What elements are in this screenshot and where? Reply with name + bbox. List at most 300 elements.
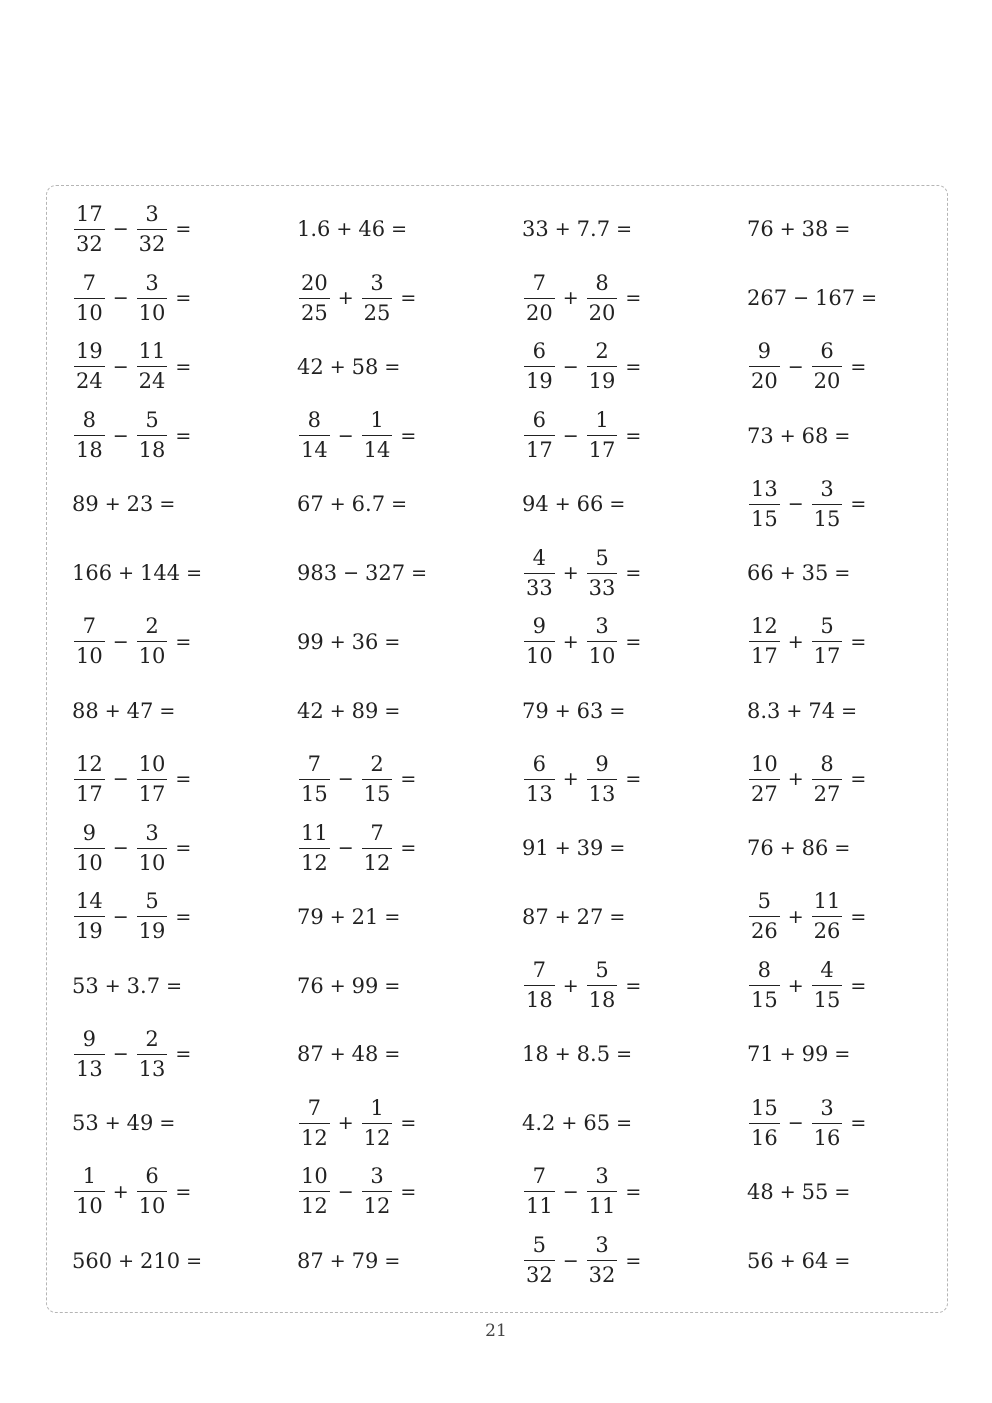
equals-sign: =	[384, 974, 401, 997]
denominator: 25	[362, 298, 393, 324]
operator: +	[787, 630, 804, 653]
problem	[522, 470, 747, 539]
equals-sign: =	[609, 493, 626, 516]
fraction	[524, 1166, 555, 1217]
fraction	[74, 820, 105, 875]
operator: +	[779, 1043, 796, 1066]
number: 267	[747, 286, 788, 311]
problem	[297, 676, 522, 745]
number: 38	[801, 217, 829, 242]
numerator: 14	[76, 889, 103, 914]
equals-sign: =	[175, 1043, 192, 1066]
number: 36	[351, 629, 379, 654]
number: 327	[365, 561, 406, 586]
operator: +	[104, 699, 121, 722]
problem	[72, 745, 297, 814]
problem	[522, 608, 747, 677]
problem	[747, 401, 972, 470]
equals-sign: =	[384, 699, 401, 722]
problem	[747, 195, 972, 264]
equals-sign: =	[834, 1180, 851, 1203]
problem	[72, 814, 297, 883]
fraction	[749, 616, 780, 667]
numerator: 7	[82, 270, 97, 295]
equals-sign: =	[850, 905, 867, 928]
numerator: 7	[307, 751, 322, 776]
denominator: 17	[812, 641, 843, 667]
fraction	[362, 1166, 393, 1217]
numerator: 11	[813, 889, 841, 914]
numerator: 12	[76, 751, 103, 776]
operator: −	[112, 355, 129, 378]
number: 76	[747, 217, 774, 242]
fraction	[524, 545, 555, 600]
fraction	[74, 341, 105, 392]
problem	[72, 1020, 297, 1089]
problem	[297, 401, 522, 470]
number: 4.2	[522, 1111, 556, 1136]
problem	[522, 333, 747, 402]
fraction	[299, 820, 330, 875]
fraction	[74, 891, 105, 942]
number: 6.7	[351, 492, 386, 517]
denominator: 19	[524, 366, 555, 392]
problem	[747, 539, 972, 608]
number: 983	[297, 561, 338, 586]
number: 74	[808, 698, 836, 723]
equals-sign: =	[609, 905, 626, 928]
problem	[747, 1020, 972, 1089]
denominator: 12	[362, 848, 393, 874]
problem	[297, 195, 522, 264]
denominator: 12	[362, 1123, 393, 1149]
numerator: 7	[307, 1095, 322, 1120]
problem	[747, 951, 972, 1020]
number: 87	[297, 1042, 324, 1067]
numerator: 4	[532, 545, 547, 570]
problem	[72, 333, 297, 402]
numerator: 11	[138, 339, 166, 364]
number: 87	[522, 904, 549, 929]
denominator: 10	[74, 848, 105, 874]
denominator: 33	[524, 573, 555, 599]
numerator: 11	[301, 820, 328, 845]
denominator: 14	[299, 435, 330, 461]
numerator: 2	[370, 751, 384, 776]
equals-sign: =	[411, 562, 428, 585]
number: 99	[351, 973, 379, 998]
operator: −	[112, 424, 129, 447]
operator: −	[112, 218, 129, 241]
problem-grid	[72, 195, 972, 1295]
problem	[297, 1158, 522, 1227]
equals-sign: =	[609, 837, 626, 860]
problem	[72, 539, 297, 608]
fraction	[74, 201, 105, 256]
problem	[747, 1089, 972, 1158]
number: 144	[140, 561, 181, 586]
operator: +	[329, 905, 346, 928]
numerator: 20	[301, 270, 328, 295]
numerator: 7	[82, 614, 97, 639]
operator: +	[104, 974, 121, 997]
number: 68	[801, 423, 829, 448]
denominator: 16	[749, 1123, 780, 1149]
equals-sign: =	[391, 493, 407, 516]
operator: −	[787, 1112, 804, 1135]
fraction	[749, 1095, 780, 1150]
operator: +	[561, 1112, 578, 1135]
problem	[522, 676, 747, 745]
denominator: 13	[587, 779, 618, 805]
operator: +	[329, 355, 346, 378]
problem	[72, 264, 297, 333]
numerator: 8	[82, 408, 97, 433]
equals-sign: =	[159, 699, 176, 722]
denominator: 24	[74, 366, 105, 392]
number: 64	[801, 1248, 829, 1273]
number: 65	[583, 1111, 611, 1136]
number: 86	[801, 836, 829, 861]
equals-sign: =	[616, 218, 632, 241]
numerator: 6	[532, 751, 547, 776]
denominator: 12	[299, 848, 330, 874]
numerator: 6	[532, 408, 547, 433]
fraction	[137, 751, 168, 806]
number: 7.7	[576, 217, 611, 242]
number: 42	[297, 698, 324, 723]
numerator: 7	[532, 958, 547, 983]
operator: −	[112, 630, 129, 653]
operator: +	[787, 974, 804, 997]
equals-sign: =	[625, 287, 642, 310]
operator: −	[112, 768, 129, 791]
numerator: 19	[76, 339, 103, 364]
number: 79	[297, 904, 324, 929]
denominator: 13	[524, 779, 555, 805]
denominator: 17	[749, 641, 780, 667]
problem	[747, 1158, 972, 1227]
fraction	[362, 820, 393, 875]
number: 91	[522, 836, 549, 861]
number: 35	[801, 561, 829, 586]
numerator: 3	[145, 820, 159, 845]
equals-sign: =	[625, 768, 642, 791]
denominator: 26	[812, 916, 843, 942]
numerator: 8	[757, 958, 772, 983]
fraction	[524, 616, 555, 667]
numerator: 5	[757, 889, 772, 914]
numerator: 6	[532, 339, 547, 364]
equals-sign: =	[400, 1112, 417, 1135]
numerator: 1	[370, 408, 384, 433]
denominator: 20	[749, 366, 780, 392]
numerator: 3	[370, 1164, 384, 1189]
operator: +	[562, 630, 579, 653]
problem	[747, 676, 972, 745]
operator: +	[118, 562, 135, 585]
problem	[297, 1020, 522, 1089]
equals-sign: =	[834, 424, 851, 447]
operator: −	[112, 1043, 129, 1066]
operator: +	[779, 1249, 796, 1272]
problem	[522, 539, 747, 608]
problem	[72, 1226, 297, 1295]
operator: +	[554, 1043, 571, 1066]
number: 42	[297, 354, 324, 379]
numerator: 5	[532, 1233, 547, 1258]
equals-sign: =	[834, 562, 851, 585]
problem	[297, 608, 522, 677]
numerator: 3	[820, 1095, 834, 1120]
denominator: 16	[812, 1123, 843, 1149]
problem	[747, 1226, 972, 1295]
equals-sign: =	[841, 699, 857, 722]
problem	[297, 470, 522, 539]
denominator: 15	[749, 504, 780, 530]
denominator: 17	[137, 779, 168, 805]
denominator: 12	[362, 1191, 393, 1217]
numerator: 9	[595, 751, 609, 776]
number: 53	[72, 973, 99, 998]
fraction	[749, 751, 780, 806]
fraction	[524, 751, 555, 806]
equals-sign: =	[616, 1112, 632, 1135]
numerator: 7	[370, 820, 384, 845]
numerator: 15	[751, 1095, 778, 1120]
fraction	[587, 1166, 618, 1217]
number: 76	[747, 836, 774, 861]
equals-sign: =	[400, 768, 417, 791]
numerator: 5	[145, 408, 159, 433]
equals-sign: =	[850, 974, 867, 997]
denominator: 32	[74, 229, 105, 255]
denominator: 13	[74, 1054, 105, 1080]
problem	[522, 1158, 747, 1227]
fraction	[299, 751, 330, 806]
denominator: 17	[74, 779, 105, 805]
problem	[72, 676, 297, 745]
problem	[297, 1089, 522, 1158]
denominator: 15	[812, 504, 843, 530]
problem	[747, 814, 972, 883]
numerator: 3	[820, 476, 834, 501]
fraction	[812, 341, 843, 392]
equals-sign: =	[850, 493, 867, 516]
operator: +	[554, 837, 571, 860]
fraction	[587, 341, 618, 392]
operator: +	[554, 493, 571, 516]
denominator: 32	[524, 1260, 555, 1286]
problem	[72, 883, 297, 952]
problem	[747, 883, 972, 952]
numerator: 6	[820, 339, 834, 364]
number: 66	[747, 561, 774, 586]
fraction	[587, 960, 618, 1011]
fraction	[812, 1095, 843, 1150]
denominator: 32	[137, 229, 168, 255]
operator: +	[337, 1112, 354, 1135]
operator: +	[112, 1180, 129, 1203]
equals-sign: =	[175, 287, 192, 310]
operator: +	[779, 837, 796, 860]
equals-sign: =	[834, 1249, 851, 1272]
fraction	[362, 1095, 393, 1150]
denominator: 10	[137, 1191, 168, 1217]
denominator: 15	[299, 779, 330, 805]
fraction	[524, 341, 555, 392]
fraction	[74, 616, 105, 667]
operator: −	[562, 1249, 579, 1272]
operator: −	[787, 355, 804, 378]
denominator: 18	[137, 435, 168, 461]
denominator: 15	[749, 985, 780, 1011]
equals-sign: =	[609, 699, 626, 722]
number: 210	[140, 1248, 181, 1273]
number: 23	[126, 492, 154, 517]
operator: +	[562, 768, 579, 791]
numerator: 6	[145, 1164, 159, 1189]
number: 94	[522, 492, 549, 517]
number: 99	[801, 1042, 829, 1067]
equals-sign: =	[850, 1112, 867, 1135]
number: 58	[351, 354, 379, 379]
numerator: 8	[307, 408, 322, 433]
equals-sign: =	[175, 424, 192, 447]
equals-sign: =	[616, 1043, 632, 1066]
numerator: 3	[145, 270, 159, 295]
number: 18	[522, 1042, 549, 1067]
operator: +	[562, 287, 579, 310]
operator: +	[562, 562, 579, 585]
numerator: 3	[370, 270, 384, 295]
fraction	[137, 410, 168, 461]
fraction	[587, 616, 618, 667]
fraction	[587, 545, 618, 600]
numerator: 7	[532, 270, 547, 295]
number: 99	[297, 629, 324, 654]
problem	[297, 539, 522, 608]
problem	[72, 1158, 297, 1227]
fraction	[74, 410, 105, 461]
fraction	[587, 410, 618, 461]
fraction	[749, 341, 780, 392]
problem	[297, 814, 522, 883]
fraction	[137, 341, 168, 392]
operator: +	[329, 1043, 346, 1066]
numerator: 8	[820, 751, 834, 776]
number: 48	[351, 1042, 379, 1067]
fraction	[299, 270, 330, 325]
numerator: 13	[751, 476, 778, 501]
denominator: 10	[74, 1191, 105, 1217]
problem	[72, 401, 297, 470]
equals-sign: =	[850, 630, 867, 653]
operator: +	[329, 493, 346, 516]
equals-sign: =	[391, 218, 407, 241]
number: 53	[72, 1111, 99, 1136]
fraction	[587, 270, 618, 325]
equals-sign: =	[850, 768, 867, 791]
number: 89	[72, 492, 99, 517]
number: 88	[72, 698, 99, 723]
problem	[297, 883, 522, 952]
equals-sign: =	[175, 630, 192, 653]
operator: +	[554, 218, 571, 241]
numerator: 1	[595, 408, 609, 433]
fraction	[74, 1026, 105, 1081]
numerator: 5	[820, 614, 834, 639]
number: 47	[126, 698, 154, 723]
equals-sign: =	[159, 493, 176, 516]
equals-sign: =	[400, 1180, 417, 1203]
operator: +	[337, 287, 354, 310]
fraction	[74, 1166, 105, 1217]
problem	[522, 195, 747, 264]
operator: −	[793, 287, 810, 310]
operator: +	[329, 974, 346, 997]
numerator: 8	[595, 270, 609, 295]
equals-sign: =	[834, 218, 851, 241]
numerator: 1	[82, 1164, 97, 1189]
denominator: 19	[74, 916, 105, 942]
number: 560	[72, 1248, 113, 1273]
fraction	[299, 1166, 330, 1217]
numerator: 5	[145, 889, 159, 914]
number: 8.3	[747, 698, 781, 723]
operator: −	[112, 837, 129, 860]
denominator: 20	[524, 298, 555, 324]
denominator: 26	[749, 916, 780, 942]
numerator: 3	[145, 201, 159, 226]
denominator: 15	[812, 985, 843, 1011]
operator: +	[779, 424, 796, 447]
fraction	[812, 960, 843, 1011]
problem	[297, 745, 522, 814]
equals-sign: =	[186, 562, 203, 585]
numerator: 10	[301, 1164, 328, 1189]
number: 48	[747, 1179, 774, 1204]
equals-sign: =	[159, 1112, 176, 1135]
fraction	[299, 410, 330, 461]
equals-sign: =	[400, 837, 417, 860]
equals-sign: =	[625, 1249, 642, 1272]
equals-sign: =	[625, 355, 642, 378]
number: 71	[747, 1042, 774, 1067]
operator: +	[779, 218, 796, 241]
number: 8.5	[576, 1042, 611, 1067]
number: 33	[522, 217, 549, 242]
equals-sign: =	[625, 424, 642, 447]
equals-sign: =	[850, 355, 867, 378]
denominator: 11	[524, 1191, 555, 1217]
problem	[747, 608, 972, 677]
operator: +	[554, 699, 571, 722]
numerator: 3	[595, 614, 609, 639]
problem	[297, 1226, 522, 1295]
operator: −	[112, 287, 129, 310]
denominator: 18	[524, 985, 555, 1011]
fraction	[524, 410, 555, 461]
number: 63	[576, 698, 604, 723]
problem	[522, 951, 747, 1020]
fraction	[524, 270, 555, 325]
number: 166	[72, 561, 113, 586]
fraction	[137, 616, 168, 667]
fraction	[812, 751, 843, 806]
numerator: 4	[820, 958, 834, 983]
problem	[72, 951, 297, 1020]
